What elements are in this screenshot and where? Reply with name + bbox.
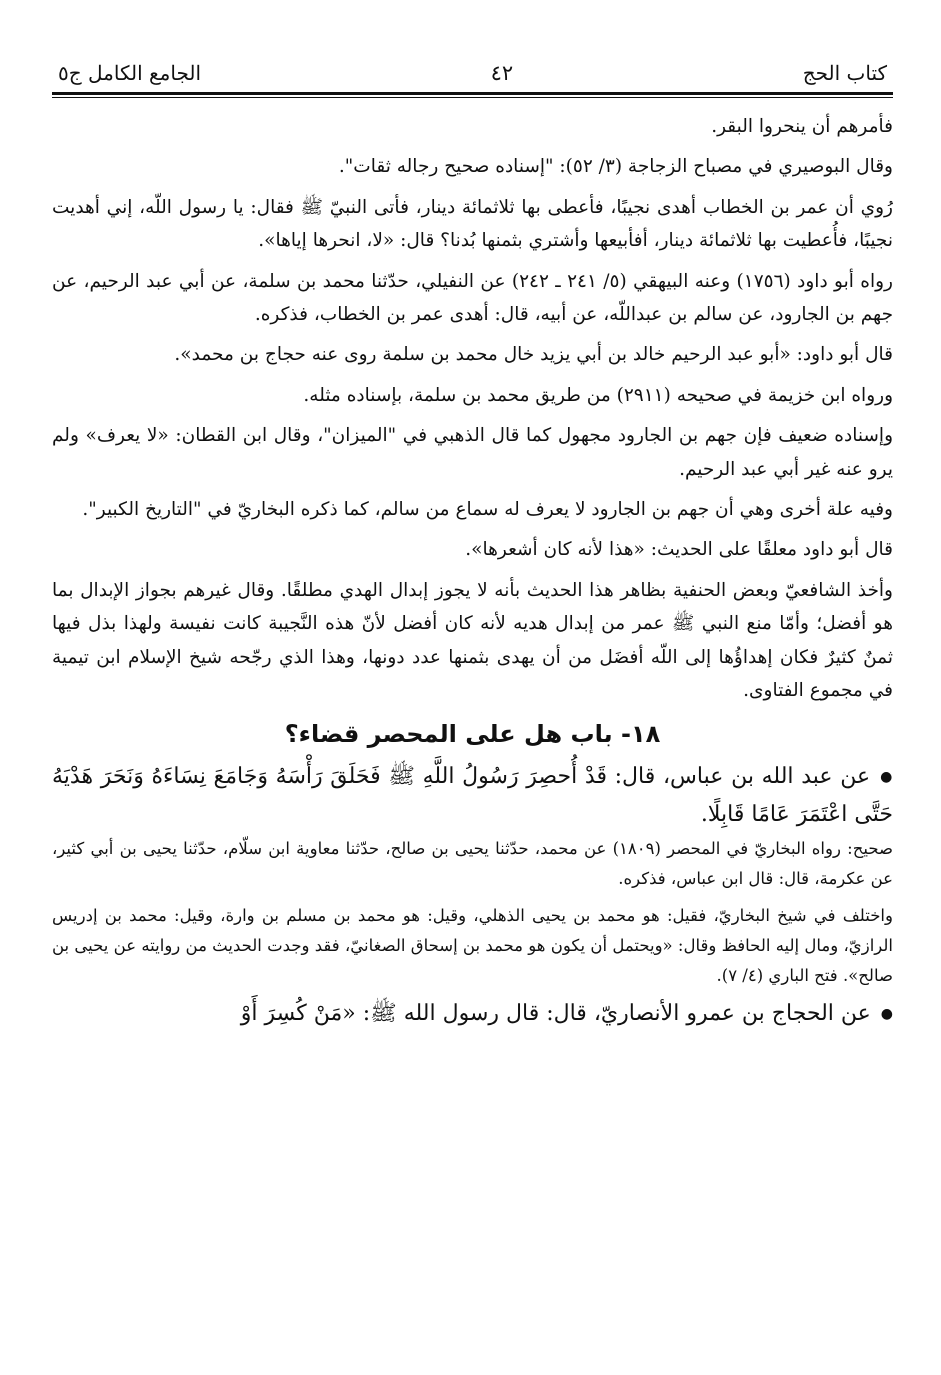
hadith-text <box>52 995 893 1033</box>
paragraph: صحيح: رواه البخاريّ في المحصر (١٨٠٩) عن محمد، حدّثنا يحيى بن صالح، حدّثنا معاوية ابن سلّام، حدّثنا يحيى بن أبي كثير، عن عكرمة، قال: قال ابن عباس، فذكره. <box>52 838 893 888</box>
paragraph: واختلف في شيخ البخاريّ، فقيل: هو محمد بن يحيى الذهلي، وقيل: هو محمد بن مسلم بن وارة، وقيل: محمد بن إدريس الرازيّ، ومال إليه الحافظ وقال: «ويحتمل أن يكون هو محمد بن إسحاق الصغانيّ، فقد وجدت الحديث من روايته عن يحيى بن صالح». فتح الباري (٤/ ٧). <box>52 905 893 985</box>
paragraph: فأمرهم أن ينحروا البقر. <box>711 116 893 137</box>
header-rule-thick <box>52 92 893 95</box>
header-book-title: الجامع الكامل ج٥ <box>58 61 202 85</box>
commentary-text <box>52 834 893 991</box>
bullet-icon: ● <box>880 1005 893 1022</box>
header-rule-thin <box>52 97 893 98</box>
paragraph: قال أبو داود: «أبو عبد الرحيم خالد بن أبي يزيد خال محمد بن سلمة روى عنه حجاج بن محمد». <box>174 344 893 366</box>
header-section-title: كتاب الحج <box>802 61 887 85</box>
bullet-icon: ● <box>880 768 894 785</box>
section-heading: ١٨- باب هل على المحصر قضاء؟ <box>284 719 661 748</box>
page-number: ٤٢ <box>490 61 514 85</box>
paragraph: وفيه علة أخرى وهي أن جهم بن الجارود لا يعرف له سماع من سالم، كما ذكره البخاريّ في "التاريخ الكبير". <box>82 499 893 521</box>
hadith-body: عن الحجاج بن عمرو الأنصاريّ، قال: قال رسول الله ﷺ: «مَنْ كُسِرَ أَوْ <box>240 1000 871 1026</box>
hadith-body: عن عبد الله بن عباس، قال: قَدْ أُحصِرَ رَسُولُ اللَّهِ ﷺ فَحَلَقَ رَأْسَهُ وَجَامَعَ نِسَاءَهُ وَنَحَرَ هَدْيَهُ حَتَّى اعْتَمَرَ عَامًا قَابِلًا. <box>52 763 893 827</box>
paragraph: وقال البوصيري في مصباح الزجاجة (٣/ ٥٢): "إسناده صحيح رجاله ثقات". <box>338 156 893 178</box>
paragraph: وأخذ الشافعيّ وبعض الحنفية بظاهر هذا الحديث بأنه لا يجوز إبدال الهدي مطلقًا. وقال غيرهم بجواز الإبدال بما هو أفضل؛ وأمّا منع النبي ﷺ عمر من إبدال هديه لأنه كان أفضل لأنّ هذه النَّجيبة كانت نفيسة ولهذا بذل فيها ثمنٌ كثيرٌ فكان إهداؤُها إلى اللّه أفضَل من أن يهدى بثمنها عدد دونها، وهذا الذي رجّحه شيخ الإسلام ابن تيمية في مجموع الفتاوى. <box>52 579 893 702</box>
hadith-text <box>52 758 893 834</box>
paragraph: رواه أبو داود (١٧٥٦) وعنه البيهقي (٥/ ٢٤١ ـ ٢٤٢) عن النفيلي، حدّثنا محمد بن سلمة، عن أبي عبد الرحيم، عن جهم بن الجارود، عن سالم بن عبداللّه، عن أبيه، قال: أهدى عمر بن الخطاب، فذكره. <box>52 270 893 326</box>
paragraph: قال أبو داود معلقًا على الحديث: «هذا لأنه كان أشعرها». <box>465 539 893 561</box>
body-text <box>52 110 893 708</box>
paragraph: ورواه ابن خزيمة في صحيحه (٢٩١١) من طريق محمد بن سلمة، بإسناده مثله. <box>303 384 893 406</box>
paragraph: رُوي أن عمر بن الخطاب أهدى نجيبًا، فأعطى بها ثلاثمائة دينار، فأتى النبيّ ﷺ فقال: يا رسول اللّه، إني أهديت نجيبًا، فأُعطيت بها ثلاثمائة دينار، أفأبيعها وأشتري بثمنها بُدنا؟ قال: «لا، انحرها إياها». <box>52 196 893 252</box>
paragraph: وإسناده ضعيف فإن جهم بن الجارود مجهول كما قال الذهبي في "الميزان"، وقال ابن القطان: «لا يعرف» ولم يرو عنه غير أبي عبد الرحيم. <box>52 425 893 480</box>
running-header <box>52 58 893 92</box>
